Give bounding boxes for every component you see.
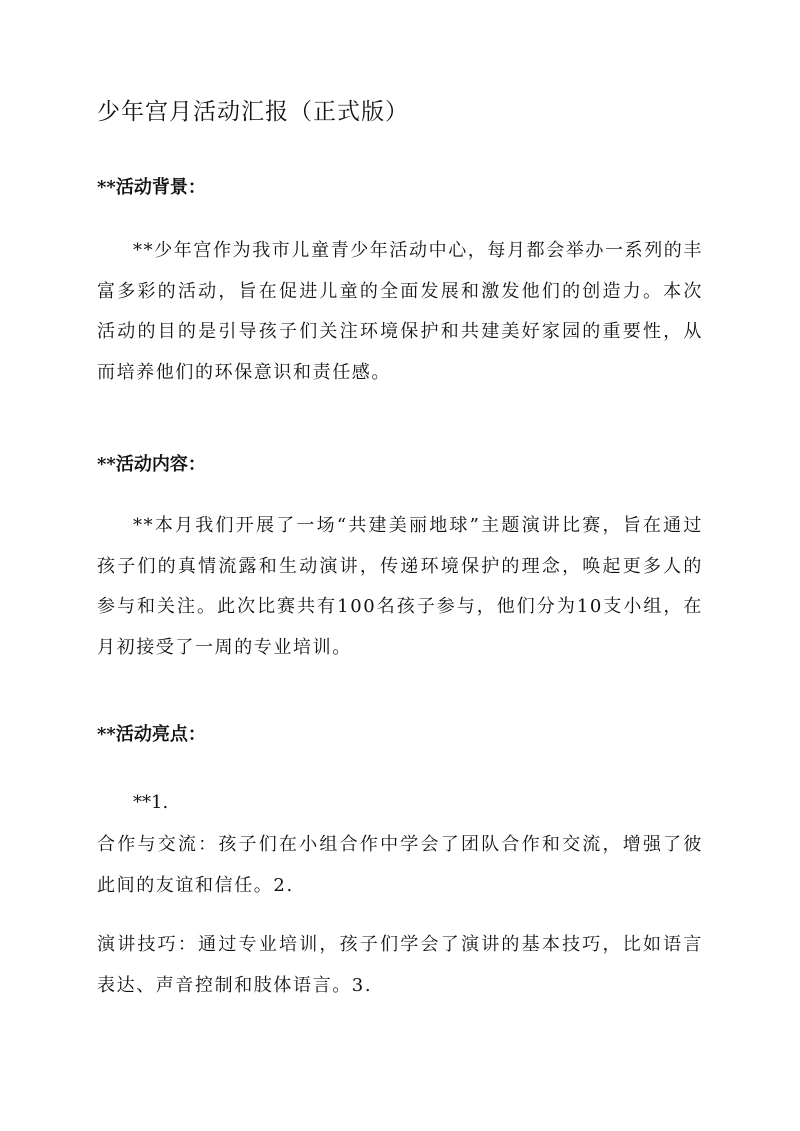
document-title: 少年宫月活动汇报（正式版） <box>97 99 409 125</box>
paragraph-background: **少年宫作为我市儿童青少年活动中心，每月都会举办一系列的丰富多彩的活动，旨在促进儿童的全面发展和激发他们的创造力。本次活动的目的是引导孩子们关注环境保护和共建美好家园的重要性，从而培养他们的环保意识和责任感。 <box>97 240 703 383</box>
highlight-item-1: 合作与交流：孩子们在小组合作中学会了团队合作和交流，增强了彼此间的友谊和信任。2. <box>97 834 703 896</box>
highlight-item-2: 演讲技巧：通过专业培训，孩子们学会了演讲的基本技巧，比如语言表达、声音控制和肢体语言。3. <box>97 934 703 996</box>
section-heading-background: **活动背景： <box>97 177 206 198</box>
section-heading-highlights: **活动亮点： <box>97 724 206 745</box>
section-heading-content: **活动内容： <box>97 454 206 475</box>
paragraph-content: **本月我们开展了一场“共建美丽地球”主题演讲比赛，旨在通过孩子们的真情流露和生动演讲，传递环境保护的理念，唤起更多人的参与和关注。此次比赛共有100名孩子参与，他们分为10支小组，在月初接受了一周的专业培训。 <box>97 515 703 658</box>
highlight-marker: **1. <box>133 792 169 813</box>
